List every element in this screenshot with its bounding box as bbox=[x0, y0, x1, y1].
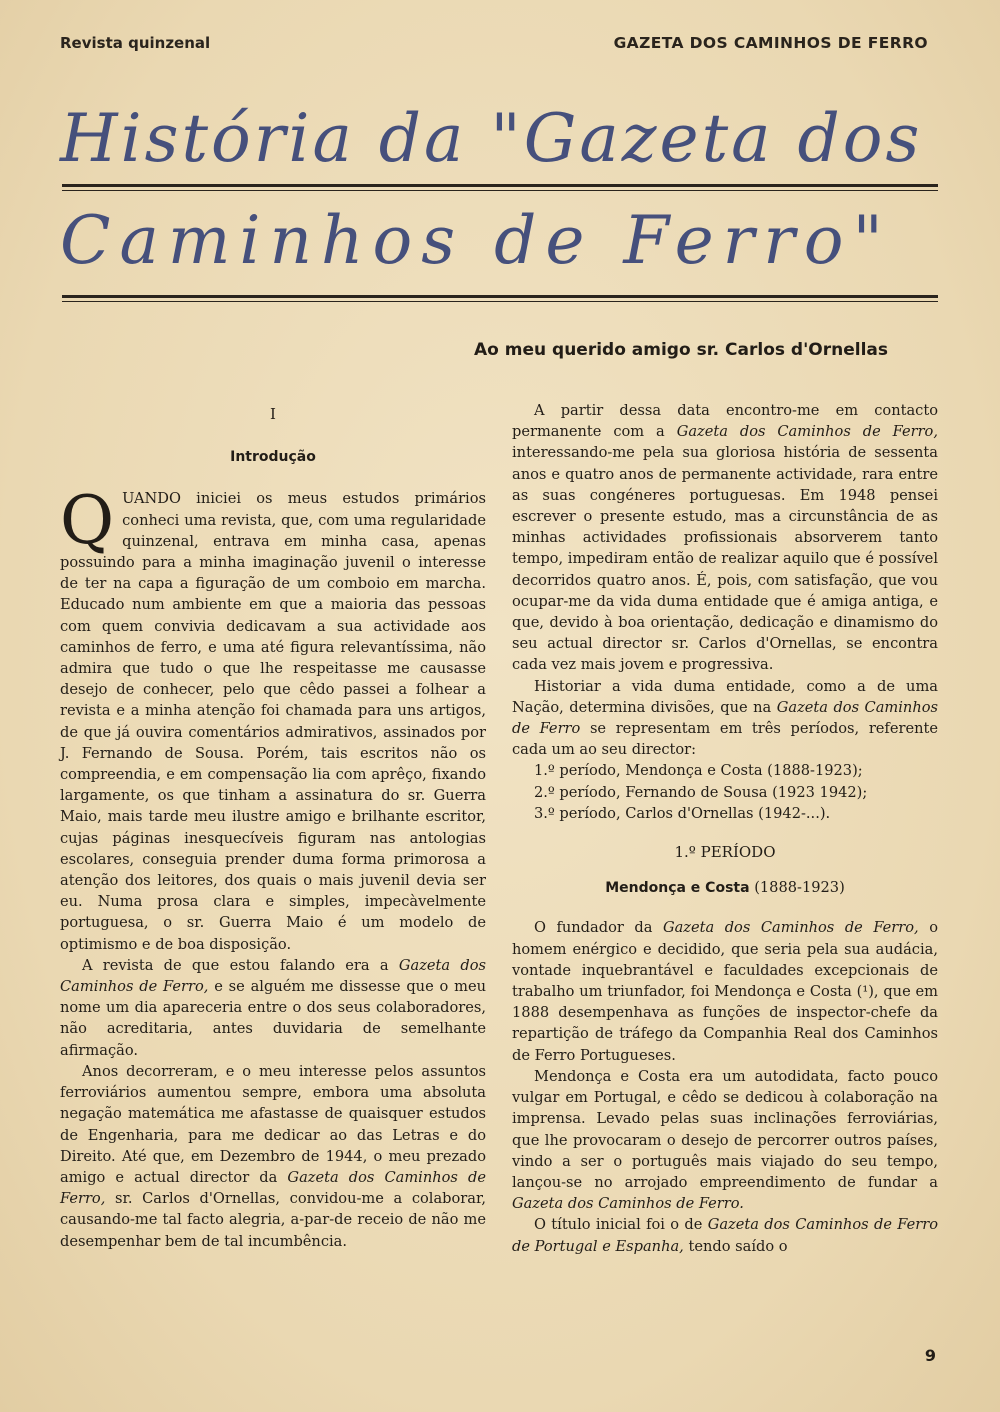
period-years: (1888-1923) bbox=[754, 879, 845, 897]
title-rule-top-thin bbox=[62, 190, 938, 191]
article-title-line-2: Caminhos de Ferro" bbox=[60, 202, 892, 279]
list-item: 2.º período, Fernando de Sousa (1923 1942); bbox=[534, 783, 868, 801]
paragraph bbox=[60, 1061, 486, 1252]
paragraph-text: Anos decorreram, e o meu interesse pelos assuntos ferroviários aumentou sempre, embora uma absoluta negação matemática me afastasse de quaisquer estudos de Engenharia, para me dedicar ao das Letras e do Direito. Até que, em Dezembro de 1944, o meu prezado amigo e actual director da bbox=[60, 1062, 486, 1186]
paragraph-text: O fundador da bbox=[534, 919, 663, 937]
paragraph-text: O título inicial foi o de bbox=[534, 1216, 708, 1234]
paragraph bbox=[512, 917, 938, 1065]
paragraph-italic: Gazeta dos Caminhos de Ferro de Portugal e Espanha, bbox=[512, 1216, 938, 1255]
paragraph-italic: Gazeta dos Caminhos de Ferro, bbox=[60, 956, 486, 996]
period-list bbox=[512, 760, 938, 824]
paragraph-italic: Gazeta dos Caminhos de Ferro, bbox=[676, 423, 938, 441]
paragraph-italic: Gazeta dos Caminhos de Ferro, bbox=[662, 919, 919, 937]
period-subheading bbox=[512, 877, 938, 899]
paragraph-text: interessando-me pela sua gloriosa história de sessenta anos e quatro anos de permanente actividade, rara entre as suas congéneres portuguesas. Em 1948 pensei escrever o presente estudo, mas a circunstância de as minhas actividades profissionais absorverem tanto tempo, impediram então de realizar aquilo que é possível decorridos quatro anos. É, pois, com satisfação, que vou ocupar-me da vida duma entidade que é amiga antiga, e que, devido à boa orientação, dedicação e dinamismo do seu actual director sr. Carlos d'Ornellas, se encontra cada vez mais jovem e progressiva. bbox=[512, 444, 938, 674]
paragraph-text: UANDO iniciei os meus estudos primários conheci uma revista, que, com uma regularidade quinzenal, entrava em minha casa, apenas possuindo para a minha imaginação juvenil o interesse de ter na capa a figuração de um comboio em marcha. Educado num ambiente em que a maioria das pessoas com quem convivia dedicavam a sua actividade aos caminhos de ferro, e uma até figura relevantíssima, não admira que tudo o que lhe respeitasse me causasse desejo de conhecer, pelo que cêdo passei a folhear a revista e a minha atenção foi chamada para uns artigos, de que já ouvira comentários admirativos, assinados por J. Fernando de Sousa. Porém, tais escritos não os compreendia, e em compensação lia com aprêço, fixando largamente, os que tinham a assinatura do sr. Guerra Maio, mais tarde meu ilustre amigo e brilhante escritor, cujas páginas inesquecíveis figuram nas antologias escolares, conseguia prender duma forma primorosa a atenção dos leitores, dos quais o mais juvenil devia ser eu. Numa prosa clara e simples, impecàvelmente portuguesa, o sr. Guerra Maio é um modelo de optimismo e de boa disposição. bbox=[60, 490, 486, 953]
section-heading: Introdução bbox=[230, 449, 316, 466]
list-item: 1.º período, Mendonça e Costa (1888-1923); bbox=[534, 762, 863, 780]
paragraph-text: Historiar a vida duma entidade, como a de uma Nação, determina divisões, que na bbox=[512, 677, 938, 716]
page-number: 9 bbox=[924, 1346, 936, 1365]
paragraph-text: sr. Carlos d'Ornellas, convidou-me a colaborar, causando-me tal facto alegria, a-par-de receio de não me desempenhar bem de tal incumbência. bbox=[60, 1190, 486, 1250]
section-number: I bbox=[270, 405, 276, 423]
paragraph bbox=[512, 1066, 938, 1214]
paragraph-text: se representam em três períodos, referente cada um ao seu director: bbox=[512, 720, 938, 759]
paragraph bbox=[60, 955, 486, 1061]
paragraph-text: tendo saído o bbox=[683, 1237, 788, 1255]
drop-cap: Q bbox=[60, 482, 115, 560]
paragraph-text: o homem enérgico e decidido, que seria pela sua audácia, vontade inquebrantável e faculdades excepcionais de trabalho um triunfador, foi Mendonça e Costa (¹), que em 1888 desempenhava as funções de inspector-chefe da repartição de tráfego da Companhia Real dos Caminhos de Ferro Portugueses. bbox=[512, 919, 938, 1064]
title-rule-bottom bbox=[62, 295, 938, 298]
paragraph-italic: Gazeta dos Caminhos de Ferro bbox=[512, 698, 939, 738]
title-rule-top bbox=[62, 184, 938, 187]
paragraph-text: A revista de que estou falando era a bbox=[82, 956, 399, 974]
right-column bbox=[512, 400, 938, 1257]
list-item: 3.º período, Carlos d'Ornellas (1942-...). bbox=[534, 804, 831, 822]
running-header-right: GAZETA DOS CAMINHOS DE FERRO bbox=[613, 34, 928, 52]
title-rule-bottom-thin bbox=[62, 301, 938, 302]
paragraph-text: A partir dessa data encontro-me em contacto permanente com a bbox=[512, 402, 938, 441]
period-name: Mendonça e Costa bbox=[605, 880, 750, 897]
paragraph bbox=[512, 400, 938, 676]
paragraph-text: Mendonça e Costa era um autodidata, facto pouco vulgar em Portugal, e cêdo se dedicou à colaboração na imprensa. Levado pelas suas inclinações ferroviárias, que lhe provocaram o desejo de percorrer outros países, vindo a ser o português mais viajado do seu tempo, lançou-se no arrojado empreendimento de fundar a bbox=[512, 1067, 938, 1191]
dedication: Ao meu querido amigo sr. Carlos d'Ornellas bbox=[474, 340, 888, 360]
paragraph bbox=[512, 1214, 938, 1256]
paragraph-text: e se alguém me dissesse que o meu nome um dia apareceria entre o dos seus colaboradores, não acreditaria, antes duvidaria de semelhante afirmação. bbox=[60, 978, 487, 1059]
paragraph-italic: Gazeta dos Caminhos de Ferro. bbox=[512, 1195, 744, 1213]
left-column bbox=[60, 400, 486, 1252]
paragraph bbox=[60, 482, 486, 954]
paragraph bbox=[512, 676, 938, 761]
paragraph-italic: Gazeta dos Caminhos de Ferro, bbox=[60, 1168, 486, 1208]
running-header-left: Revista quinzenal bbox=[60, 34, 211, 52]
period-heading: 1.º PERÍODO bbox=[674, 843, 776, 862]
article-title-line-1: História da "Gazeta dos bbox=[60, 100, 923, 177]
